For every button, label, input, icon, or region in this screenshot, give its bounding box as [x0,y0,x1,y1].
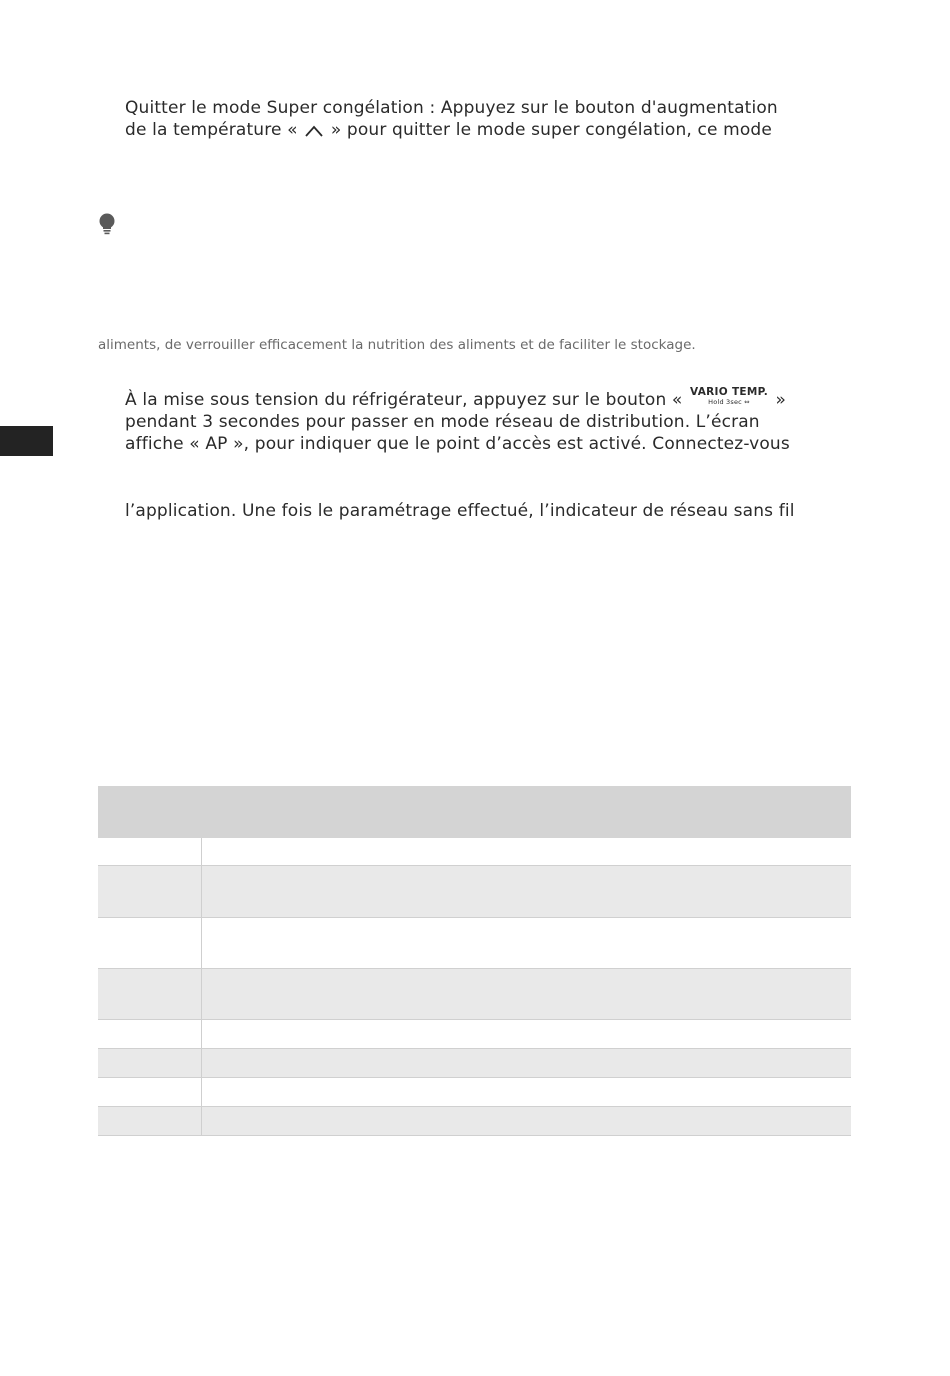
spec-table [98,786,851,1136]
chevron-up-icon [303,122,325,138]
note-text: aliments, de verrouiller efficacement la nutrition des aliments et de faciliter le stockage. [98,337,696,353]
table-cell-value [202,1049,852,1078]
table-cell-label [98,1020,202,1049]
super-freeze-line-2 [125,119,772,141]
table-cell-label [98,1078,202,1107]
table-cell-label [98,838,202,866]
table-header [98,786,851,838]
vario-temp-button-label [690,387,768,405]
table-row [98,1020,851,1049]
table-body [98,838,851,1136]
network-line-1-after: » [770,390,787,410]
vario-temp-sublabel: Hold 3sec ⇔ [708,397,750,406]
table-row [98,1107,851,1136]
table-row [98,969,851,1020]
super-freeze-line-1: Quitter le mode Super congélation : Appuyez sur le bouton d'augmentation [125,98,778,118]
table-cell-value [202,838,852,866]
table-cell-label [98,1049,202,1078]
network-line-1 [125,386,787,411]
chapter-tab [0,426,53,456]
network-line-4: l’application. Une fois le paramétrage effectué, l’indicateur de réseau sans fil [125,501,795,521]
table-cell-label [98,918,202,969]
table-cell-value [202,866,852,918]
table-row [98,918,851,969]
table-row [98,1049,851,1078]
network-line-2: pendant 3 secondes pour passer en mode réseau de distribution. L’écran [125,412,760,432]
table-cell-label [98,1107,202,1136]
table-cell-label [98,969,202,1020]
super-freeze-line-2-before: de la température « [125,120,304,140]
network-line-3: affiche « AP », pour indiquer que le point d’accès est activé. Connectez-vous [125,434,790,454]
table-header-row [98,786,851,838]
table-cell-value [202,1020,852,1049]
table-cell-value [202,1107,852,1136]
table-cell-label [98,866,202,918]
table-cell-value [202,969,852,1020]
lightbulb-icon [98,213,116,235]
super-freeze-line-2-after: » pour quitter le mode super congélation, ce mode [325,120,772,140]
network-line-1-before: À la mise sous tension du réfrigérateur, appuyez sur le bouton « [125,390,689,410]
table-cell-value [202,1078,852,1107]
table-cell-value [202,918,852,969]
table-row [98,838,851,866]
vario-temp-label: VARIO TEMP. [690,386,768,398]
table-row [98,866,851,918]
table-row [98,1078,851,1107]
